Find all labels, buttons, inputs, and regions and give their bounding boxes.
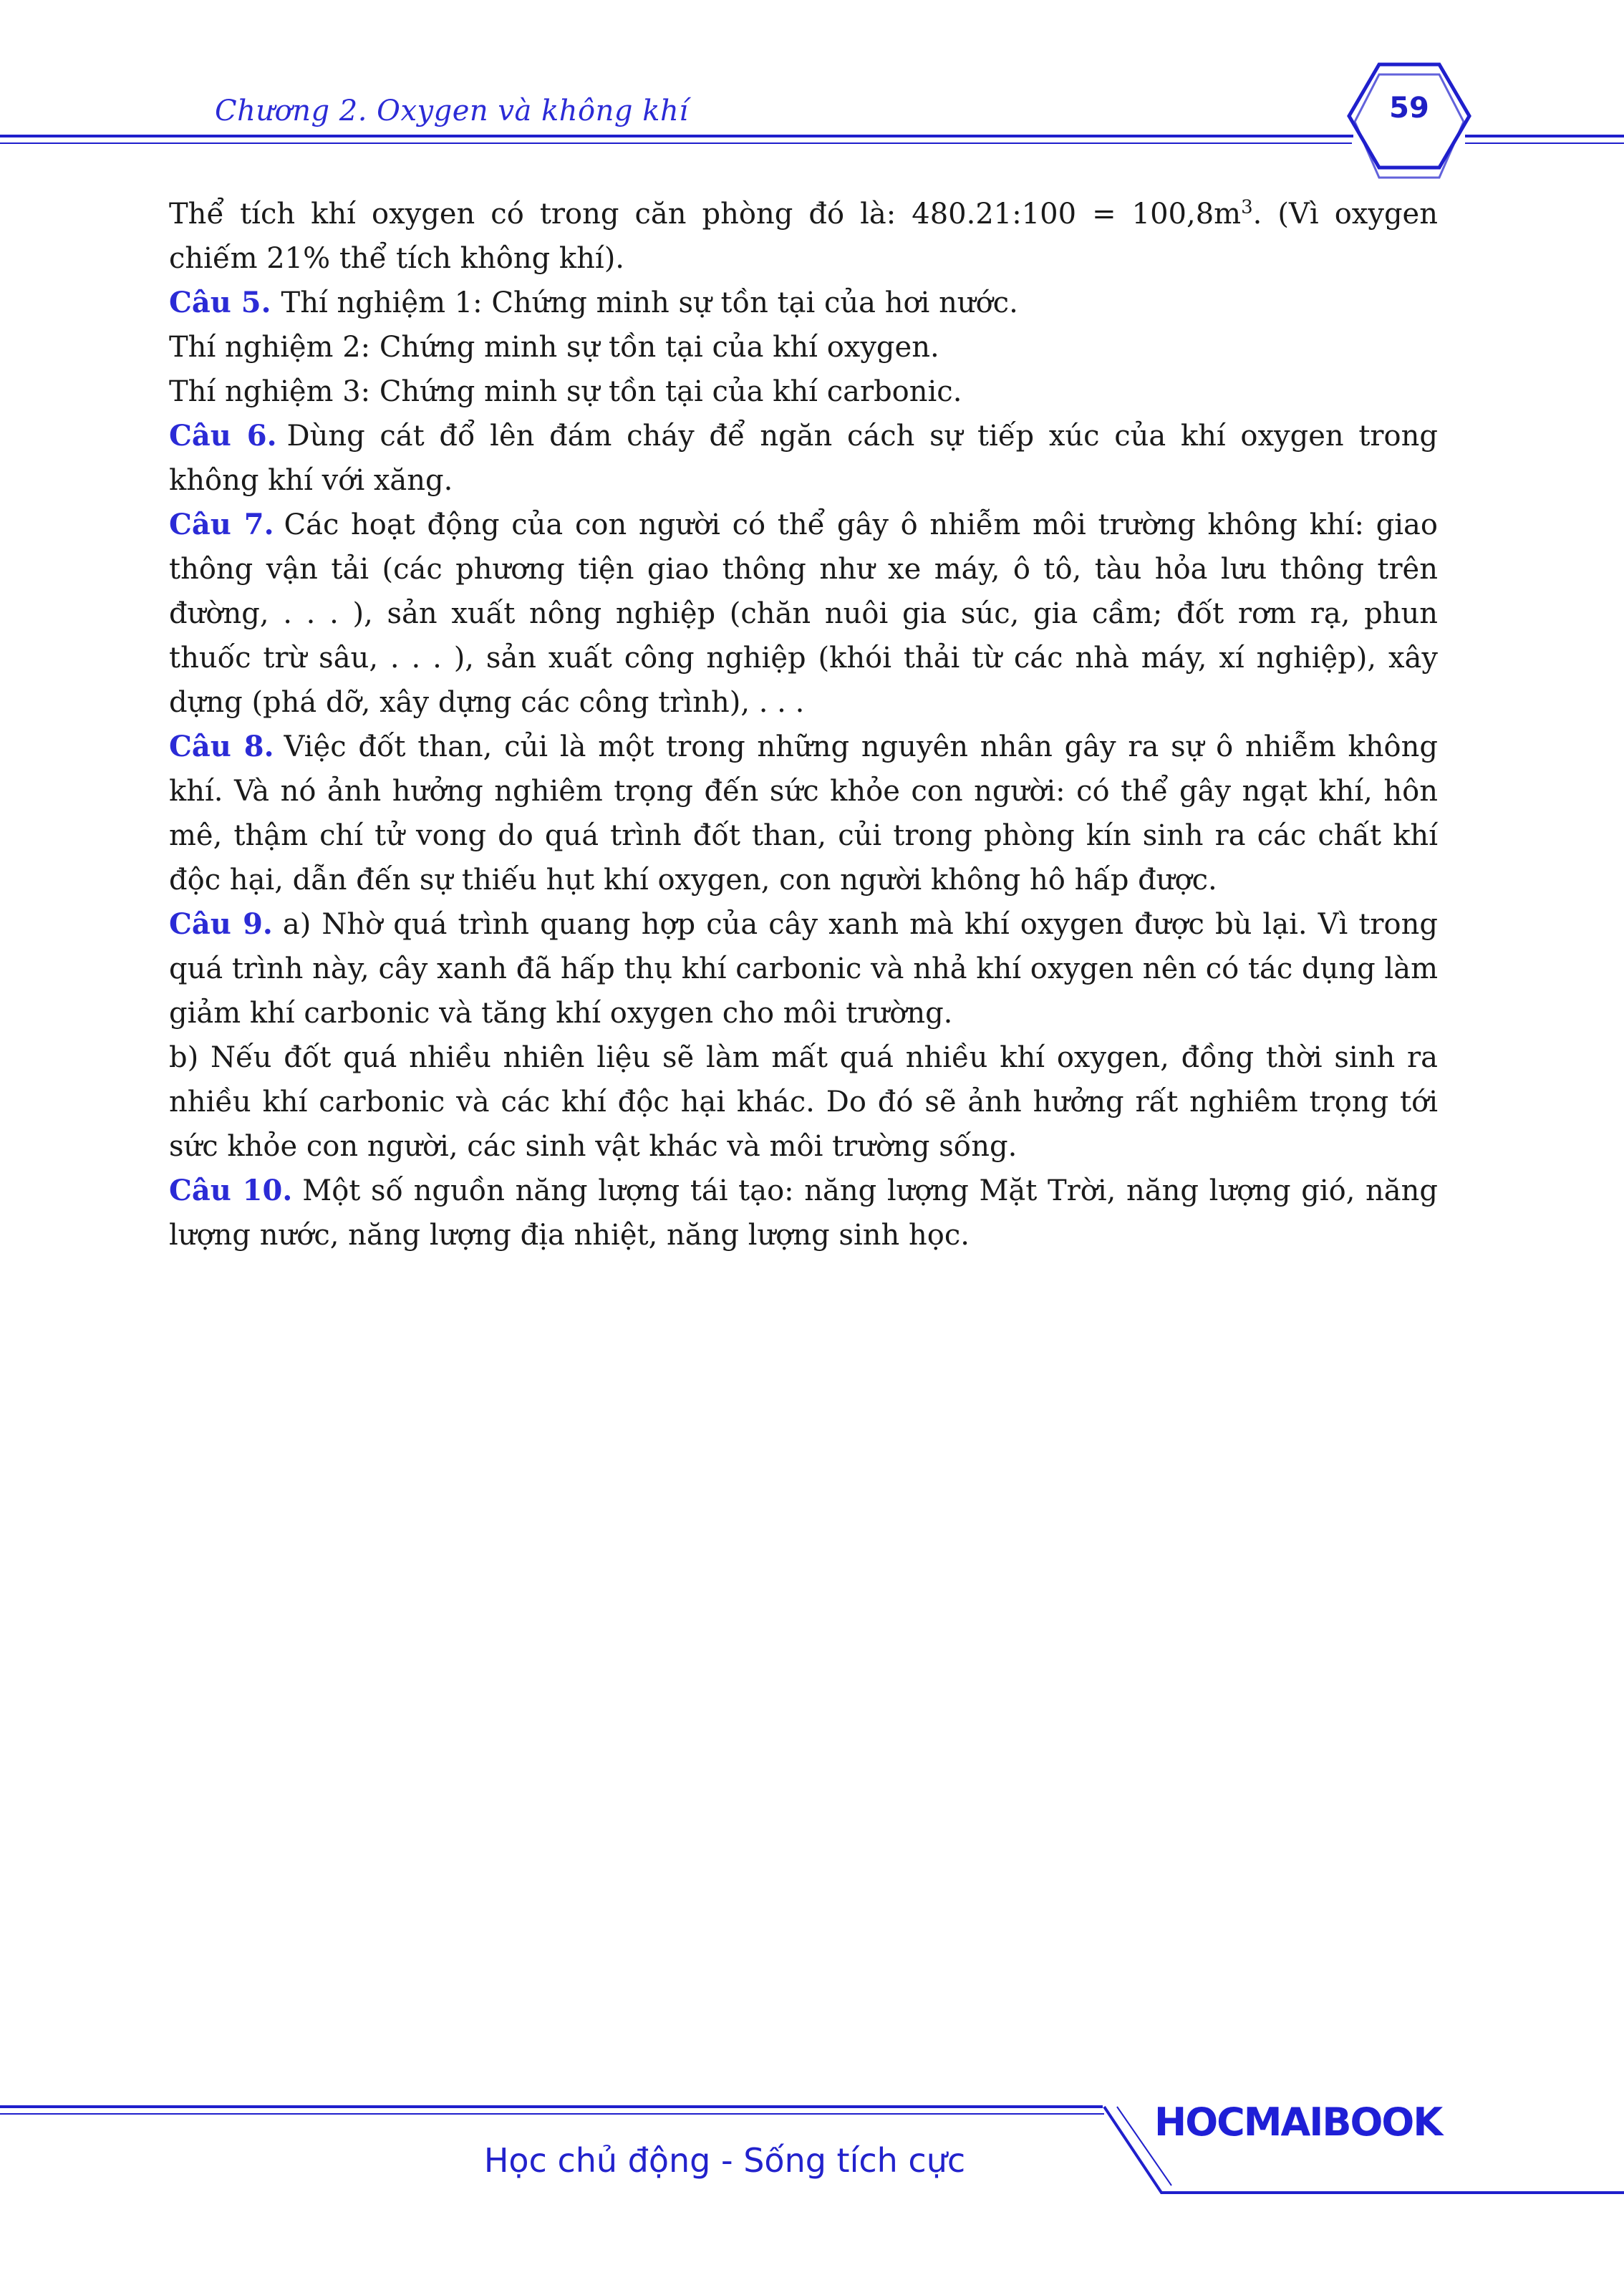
chapter-title: Chương 2. Oxygen và không khí <box>215 95 689 127</box>
answer-content <box>169 192 1438 1257</box>
question-9-part-b: b) Nếu đốt quá nhiều nhiên liệu sẽ làm mất quá nhiều khí oxygen, đồng thời sinh ra nhiều khí carbonic và các khí độc hại khác. Do đó sẽ ảnh hưởng rất nghiêm trọng tới sức khỏe con người, các sinh vật khác và môi trường sống. <box>169 1041 1438 1163</box>
question-10: Câu 10. Một số nguồn năng lượng tái tạo: năng lượng Mặt Trời, năng lượng gió, năng lượng nước, năng lượng địa nhiệt, năng lượng sinh học. <box>169 1174 1439 1252</box>
question-5-line-2: Thí nghiệm 2: Chứng minh sự tồn tại của khí oxygen. <box>169 331 939 364</box>
question-5: Câu 5. Thí nghiệm 1: Chứng minh sự tồn tại của hơi nước. <box>169 286 1018 319</box>
question-6: Câu 6. Dùng cát đổ lên đám cháy để ngăn cách sự tiếp xúc của khí oxygen trong không khí với xăng. <box>169 419 1438 497</box>
intro-paragraph: Thể tích khí oxygen có trong căn phòng đó là: 480.21:100 = $100,8m^3$. (Vì oxygen chiếm 21% thể tích không khí). <box>169 196 1438 275</box>
question-8-label: Câu 8. <box>169 730 274 763</box>
footer-slogan: Học chủ động - Sống tích cực <box>483 2141 966 2180</box>
page-number: 59 <box>1389 92 1429 125</box>
question-5-label: Câu 5. <box>169 286 271 319</box>
question-10-label: Câu 10. <box>169 1174 293 1207</box>
question-5-line-3: Thí nghiệm 3: Chứng minh sự tồn tại của khí carbonic. <box>169 375 962 408</box>
question-6-label: Câu 6. <box>169 419 277 453</box>
question-9: Câu 9. a) Nhờ quá trình quang hợp của cây xanh mà khí oxygen được bù lại. Vì trong quá trình này, cây xanh đã hấp thụ khí carbonic và nhả khí oxygen nên có tác dụng làm giảm khí carbonic và tăng khí oxygen cho môi trường. <box>169 907 1438 1030</box>
question-7: Câu 7. Các hoạt động của con người có thể gây ô nhiễm môi trường không khí: giao thông vận tải (các phương tiện giao thông như xe máy, ô tô, tàu hỏa lưu thông trên đường, . . . ), sản xuất nông nghiệp (chăn nuôi gia súc, gia cầm; đốt rơm rạ, phun thuốc trừ sâu, . . . ), sản xuất công nghiệp (khói thải từ các nhà máy, xí nghiệp), xây dựng (phá dỡ, xây dựng các công trình), . . . <box>169 508 1438 719</box>
hocmaibook-logo: HOCMAIBOOK <box>1154 2100 1442 2145</box>
question-8: Câu 8. Việc đốt than, củi là một trong những nguyên nhân gây ra sự ô nhiễm không khí. Và nó ảnh hưởng nghiêm trọng đến sức khỏe con người: có thể gây ngạt khí, hôn mê, thậm chí tử vong do quá trình đốt than, củi trong phòng kín sinh ra các chất khí độc hại, dẫn đến sự thiếu hụt khí oxygen, con người không hô hấp được. <box>169 730 1438 897</box>
question-9-label: Câu 9. <box>169 907 273 941</box>
question-7-label: Câu 7. <box>169 508 274 541</box>
